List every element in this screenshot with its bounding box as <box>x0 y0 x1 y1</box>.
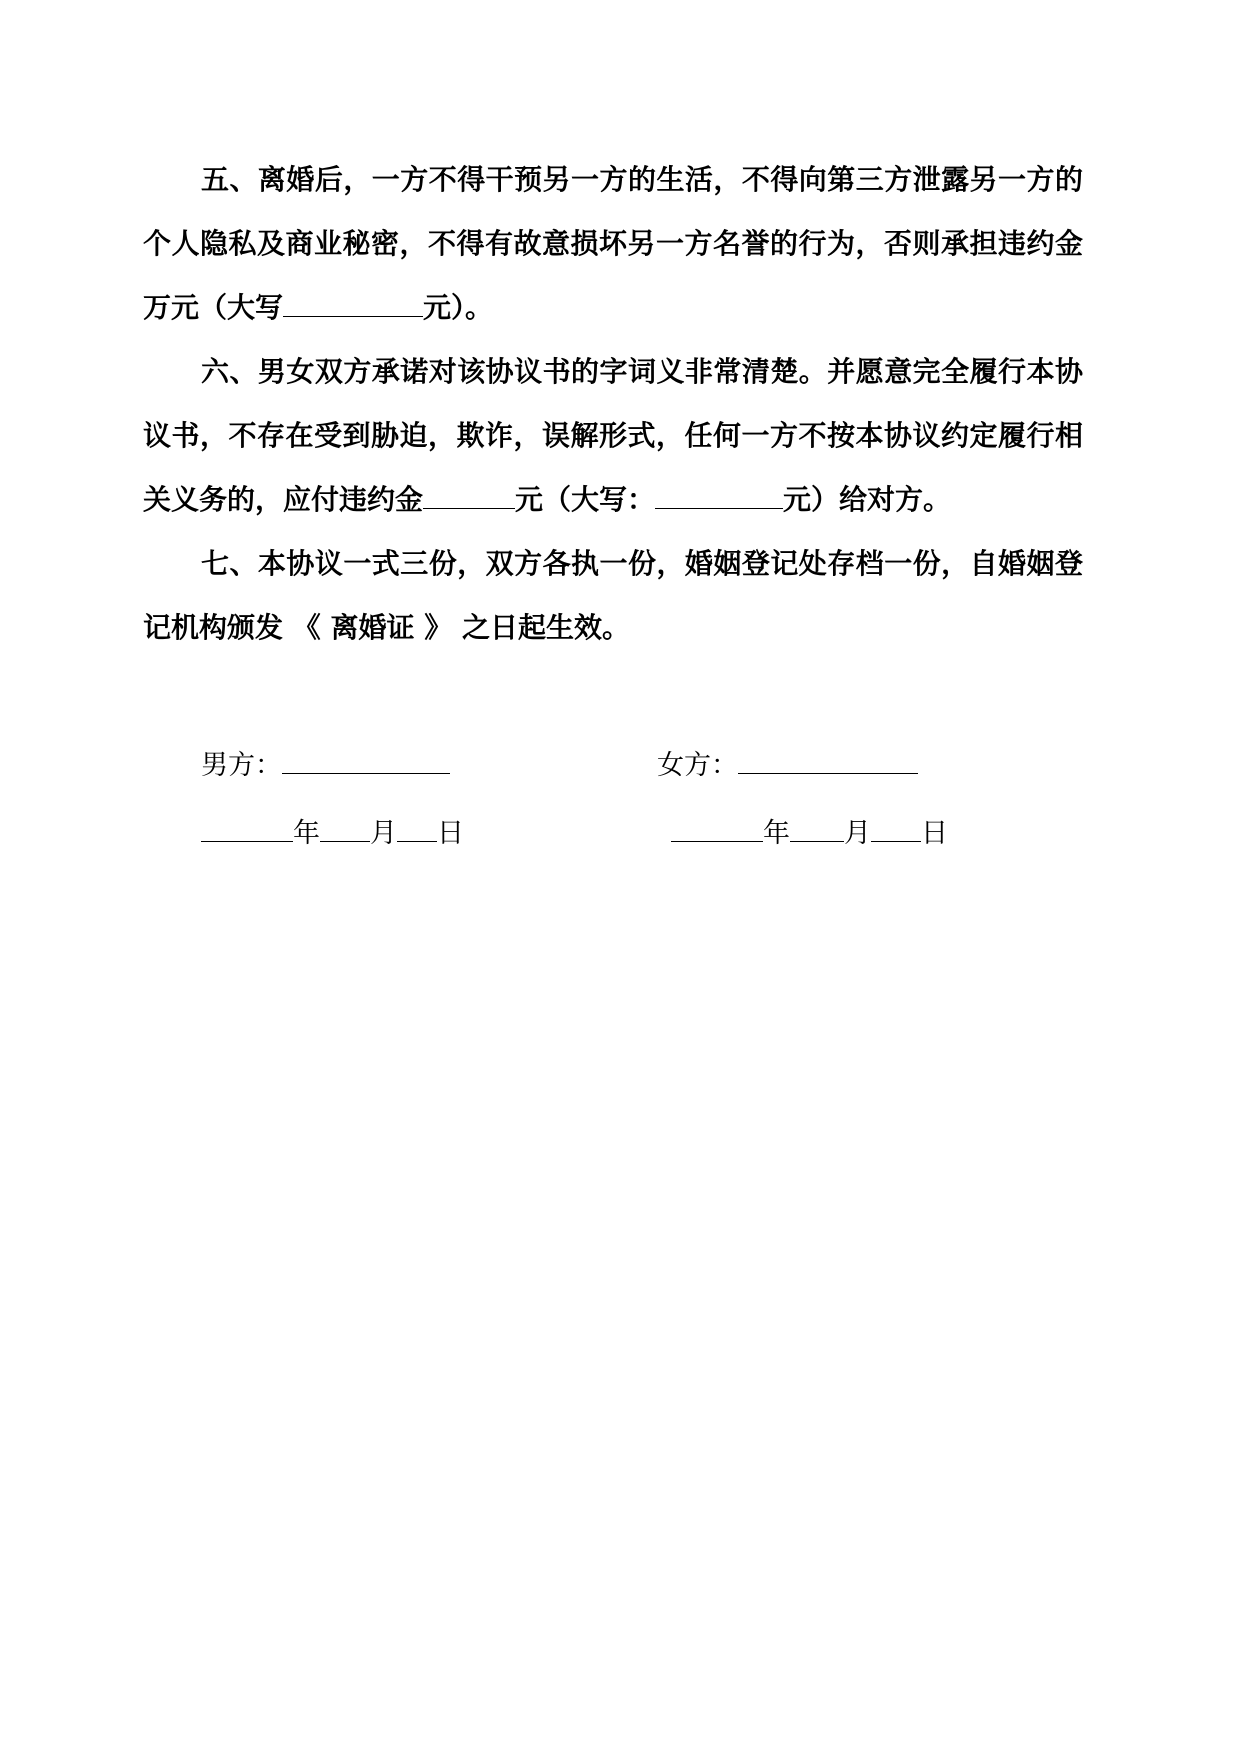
male-year-blank[interactable] <box>201 815 293 842</box>
female-month-blank[interactable] <box>790 815 844 842</box>
clause-6-text-end: 元）给对方。 <box>783 483 952 516</box>
female-year-label: 年 <box>763 818 790 849</box>
female-signature-blank[interactable] <box>738 747 918 774</box>
male-month-blank[interactable] <box>320 815 370 842</box>
female-year-blank[interactable] <box>671 815 763 842</box>
male-month-label: 月 <box>370 818 397 849</box>
female-day-blank[interactable] <box>871 815 921 842</box>
male-signature-blank[interactable] <box>282 747 450 774</box>
female-date-row <box>671 814 948 854</box>
male-day-blank[interactable] <box>397 815 437 842</box>
female-label: 女方： <box>657 750 738 781</box>
clause-5-text-end: 元）。 <box>423 291 494 324</box>
clause-5-text: 五、离婚后，一方不得干预另一方的生活，不得向第三方泄露另一方的个人隐私及商业秘密，不得有故意损坏另一方名誉的行为，否则承担违约金万元（大写 <box>143 163 1083 324</box>
female-day-label: 日 <box>921 818 948 849</box>
female-month-label: 月 <box>844 818 871 849</box>
male-signature-row <box>201 746 450 786</box>
male-year-label: 年 <box>293 818 320 849</box>
clause-6-text-mid: 元（大写： <box>515 483 656 516</box>
clause-7-text: 七、本协议一式三份，双方各执一份，婚姻登记处存档一份，自婚姻登记机构颁发 《 离婚证 》 之日起生效。 <box>143 547 1083 644</box>
female-signature-row <box>657 746 918 786</box>
male-day-label: 日 <box>437 818 464 849</box>
male-date-row <box>201 814 464 854</box>
clause-6-text: 六、男女双方承诺对该协议书的字词义非常清楚。并愿意完全履行本协议书，不存在受到胁迫，欺诈，误解形式，任何一方不按本协议约定履行相关义务的，应付违约金 <box>143 355 1083 516</box>
male-label: 男方： <box>201 750 282 781</box>
